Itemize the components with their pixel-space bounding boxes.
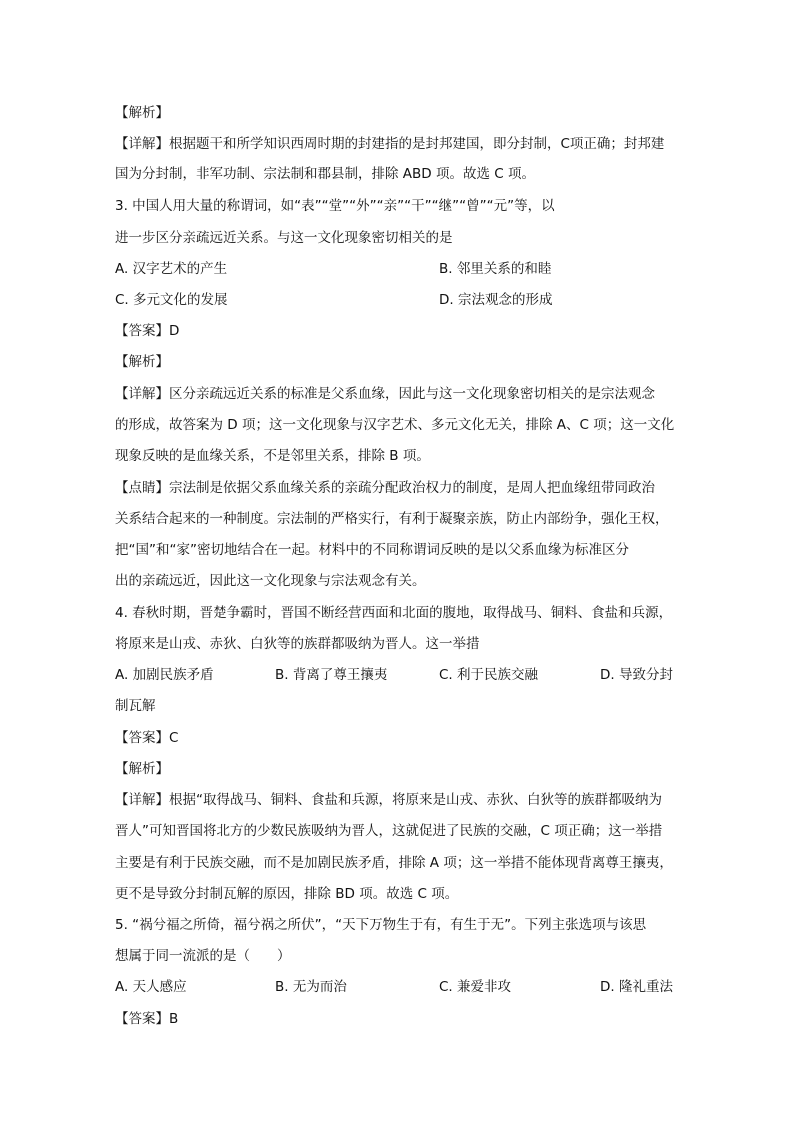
detail-line: 的形成，故答案为 D 项；这一文化现象与汉字艺术、多元文化无关，排除 A、C 项；这一文化 (115, 417, 675, 433)
question-5-answer: 【答案】B (115, 1011, 179, 1027)
detail-line: 【详解】根据“取得战马、铜料、食盐和兵源，将原来是山戎、赤狄、白狄等的族群都吸纳为 (115, 792, 662, 808)
tip-line: 出的亲疏远近，因此这一文化现象与宗法观念有关。 (115, 573, 426, 589)
question-3-stem: 3. 中国人用大量的称谓词，如“表”“堂”“外”“亲”“干”“继”“曾”“元”等，以 (115, 198, 555, 214)
question-5-stem: 想属于同一流派的是（ ） (115, 948, 291, 964)
question-4-option-d: D. 导致分封 (600, 667, 673, 683)
question-4-option-d-continued: 制瓦解 (115, 698, 156, 714)
detail-line: 【详解】区分亲疏远近关系的标准是父系血缘，因此与这一文化现象密切相关的是宗法观念 (115, 386, 655, 402)
detail-line: 主要是有利于民族交融，而不是加剧民族矛盾，排除 A 项；这一举措不能体现背离尊王攘夷， (115, 855, 673, 871)
detail-line: 晋人”可知晋国将北方的少数民族吸纳为晋人，这就促进了民族的交融，C 项正确；这一举措 (115, 823, 663, 839)
question-4-stem: 4. 春秋时期，晋楚争霸时，晋国不断经营西面和北面的腹地，取得战马、铜料、食盐和兵源， (115, 605, 673, 621)
question-4-option-a: A. 加剧民族矛盾 (115, 667, 214, 683)
tip-line: 关系结合起来的一种制度。宗法制的严格实行，有利于凝聚亲族，防止内部纷争，强化王权， (115, 511, 669, 527)
question-5-option-d: D. 隆礼重法 (600, 979, 673, 995)
question-5-option-b: B. 无为而治 (275, 979, 347, 995)
detail-line: 【详解】根据题干和所学知识西周时期的封建指的是封邦建国，即分封制，C项正确；封邦建 (115, 136, 665, 152)
question-3-option-b: B. 邻里关系的和睦 (439, 261, 552, 277)
question-3-option-c: C. 多元文化的发展 (115, 292, 228, 308)
detail-line: 更不是导致分封制瓦解的原因，排除 BD 项。故选 C 项。 (115, 886, 459, 902)
question-3-option-d: D. 宗法观念的形成 (439, 292, 553, 308)
tip-line: 把“国”和“家”密切地结合在一起。材料中的不同称谓词反映的是以父系血缘为标准区分 (115, 542, 629, 558)
analysis-label: 【解析】 (115, 354, 169, 370)
detail-line: 现象反映的是血缘关系，不是邻里关系，排除 B 项。 (115, 448, 430, 464)
question-4-stem: 将原来是山戎、赤狄、白狄等的族群都吸纳为晋人。这一举措 (115, 636, 480, 652)
question-5-option-c: C. 兼爱非攻 (439, 979, 512, 995)
question-4-option-b: B. 背离了尊王攘夷 (275, 667, 388, 683)
question-5-option-a: A. 天人感应 (115, 979, 187, 995)
question-5-stem: 5. “祸兮福之所倚，福兮祸之所伏”，“天下万物生于有，有生于无”。下列主张选项与该思 (115, 917, 647, 933)
question-4-answer: 【答案】C (115, 730, 179, 746)
detail-line: 国为分封制，非军功制、宗法制和郡县制，排除 ABD 项。故选 C 项。 (115, 166, 535, 182)
question-3-option-a: A. 汉字艺术的产生 (115, 261, 228, 277)
question-4-option-c: C. 利于民族交融 (439, 667, 539, 683)
question-3-stem: 进一步区分亲疏远近关系。与这一文化现象密切相关的是 (115, 230, 453, 246)
analysis-label: 【解析】 (115, 761, 169, 777)
analysis-label: 【解析】 (115, 105, 169, 121)
question-3-answer: 【答案】D (115, 323, 180, 339)
tip-line: 【点睛】宗法制是依据父系血缘关系的亲疏分配政治权力的制度，是周人把血缘纽带同政治 (115, 480, 655, 496)
